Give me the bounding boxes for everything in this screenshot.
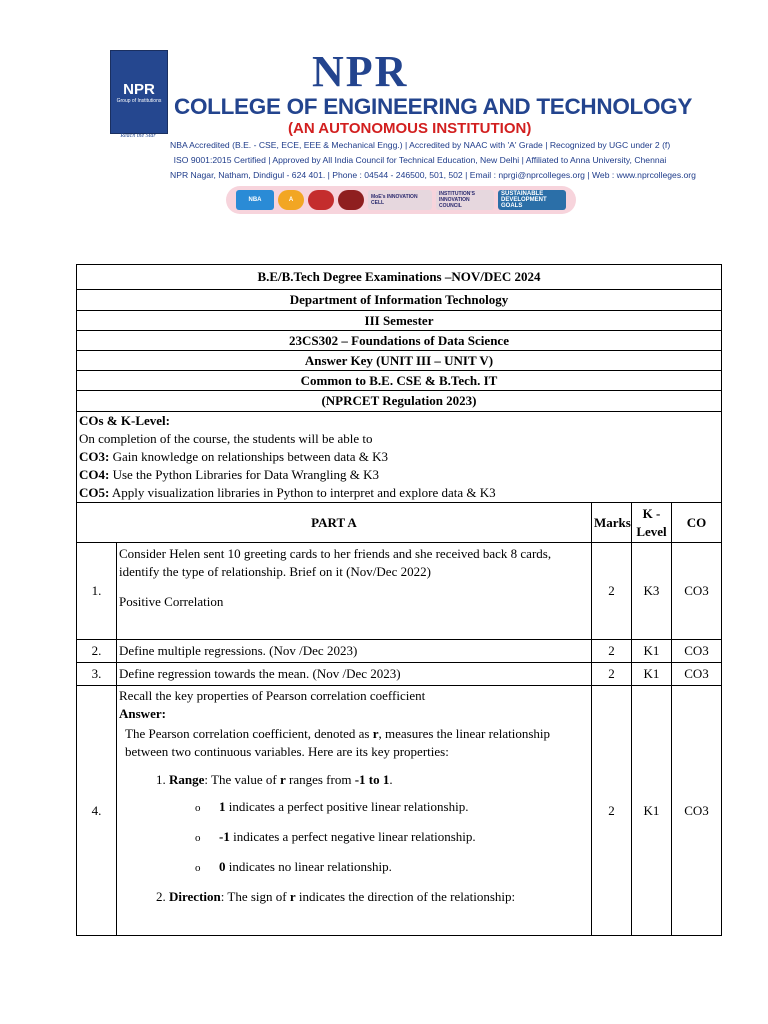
accreditation-badges	[226, 186, 576, 214]
college-letterhead	[108, 47, 696, 220]
innovation-council-badge-icon: INSTITUTION'S INNOVATION COUNCIL	[436, 190, 494, 210]
marks-column-header: Marks	[592, 503, 632, 543]
k-level-column-header: K - Level	[632, 503, 672, 543]
range-item: o 0 indicates no linear relationship.	[195, 858, 589, 877]
accreditation-line-2: ISO 9001:2015 Certified | Approved by All India Council for Technical Education, New Delhi | Affiliated to Anna University, Chennai	[173, 155, 667, 165]
innovation-cell-badge-icon: MoE's INNOVATION CELL	[368, 190, 432, 210]
answer-key-units: Answer Key (UNIT III – UNIT V)	[77, 351, 722, 371]
sdg-badge-icon: SUSTAINABLE DEVELOPMENT GOALS	[498, 190, 566, 210]
co-value: CO3	[672, 543, 722, 640]
autonomous-label: (AN AUTONOMOUS INSTITUTION)	[288, 120, 532, 137]
part-a-heading: PART A	[77, 503, 592, 543]
marks-value: 2	[592, 686, 632, 936]
exam-title: B.E/B.Tech Degree Examinations –NOV/DEC 2024	[77, 265, 722, 290]
table-row	[77, 543, 722, 640]
k-level-value: K3	[632, 543, 672, 640]
k-level-value: K1	[632, 640, 672, 663]
nba-badge-icon: NBA	[236, 190, 274, 210]
course-title: 23CS302 – Foundations of Data Science	[77, 331, 722, 351]
aicte-badge-icon	[308, 190, 334, 210]
property-direction: 2. Direction: The sign of r indicates the direction of the relationship:	[169, 888, 589, 906]
k-level-value: K1	[632, 663, 672, 686]
anna-university-badge-icon	[338, 190, 364, 210]
college-name: COLLEGE OF ENGINEERING AND TECHNOLOGY	[174, 94, 693, 119]
marks-value: 2	[592, 663, 632, 686]
department: Department of Information Technology	[77, 290, 722, 311]
table-row	[77, 663, 722, 686]
marks-value: 2	[592, 543, 632, 640]
question-text: Define multiple regressions. (Nov /Dec 2023)	[117, 640, 592, 663]
cos-heading: COs & K-Level:	[79, 413, 170, 428]
semester: III Semester	[77, 311, 722, 331]
question-number: 3.	[77, 663, 117, 686]
range-item: o 1 indicates a perfect positive linear relationship.	[195, 798, 589, 817]
range-item: o -1 indicates a perfect negative linear relationship.	[195, 828, 589, 847]
question-text: Define regression towards the mean. (Nov /Dec 2023)	[117, 663, 592, 686]
properties-list	[119, 771, 589, 906]
regulation: (NPRCET Regulation 2023)	[77, 391, 722, 412]
answer-intro: The Pearson correlation coefficient, denoted as r, measures the linear relationship between two continuous variables. Here are its key properties:	[125, 726, 551, 759]
k-level-value: K1	[632, 686, 672, 936]
college-short-name: NPR	[312, 47, 409, 96]
co-item: CO5: Apply visualization libraries in Python to interpret and explore data & K3	[79, 485, 496, 500]
question-text: Recall the key properties of Pearson correlation coefficient	[119, 688, 426, 703]
logo-tagline: Reach the Star	[120, 133, 156, 139]
co-value: CO3	[672, 663, 722, 686]
co-item: CO3: Gain knowledge on relationships between data & K3	[79, 449, 389, 464]
accreditation-line-1: NBA Accredited (B.E. - CSE, ECE, EEE & Mechanical Engg.) | Accredited by NAAC with 'A' Grade | Recognized by UGC under 2 (f)	[170, 140, 671, 150]
common-to: Common to B.E. CSE & B.Tech. IT	[77, 371, 722, 391]
npr-logo	[110, 50, 168, 134]
question-text: Consider Helen sent 10 greeting cards to her friends and she received back 8 cards, identify the type of relationship. Brief on it (Nov/Dec 2022)	[119, 546, 552, 579]
naac-badge-icon: A	[278, 190, 304, 210]
answer-label: Answer:	[119, 706, 166, 721]
property-range: 1. Range: The value of r ranges from -1 to 1. o 1 indicates a perfect positive linear relationship. o -1 indicates a perfect negative linear relationship. o 0 indicates no linear relationship.	[169, 771, 589, 877]
co-value: CO3	[672, 686, 722, 936]
co-item: CO4: Use the Python Libraries for Data Wrangling & K3	[79, 467, 379, 482]
question-number: 1.	[77, 543, 117, 640]
course-outcomes	[77, 412, 722, 503]
marks-value: 2	[592, 640, 632, 663]
cos-intro: On completion of the course, the students will be able to	[79, 431, 373, 446]
logo-text: NPR	[123, 81, 155, 98]
answer-key-table	[76, 264, 722, 936]
co-column-header: CO	[672, 503, 722, 543]
co-value: CO3	[672, 640, 722, 663]
answer-text: Positive Correlation	[119, 594, 224, 609]
table-row	[77, 686, 722, 936]
table-row	[77, 640, 722, 663]
logo-subtext: Group of Institutions	[116, 98, 162, 104]
question-number: 4.	[77, 686, 117, 936]
address-line: NPR Nagar, Natham, Dindigul - 624 401. | Phone : 04544 - 246500, 501, 502 | Email : nprgi@nprcolleges.org | Web : www.nprcolleges.org	[170, 170, 696, 180]
question-number: 2.	[77, 640, 117, 663]
